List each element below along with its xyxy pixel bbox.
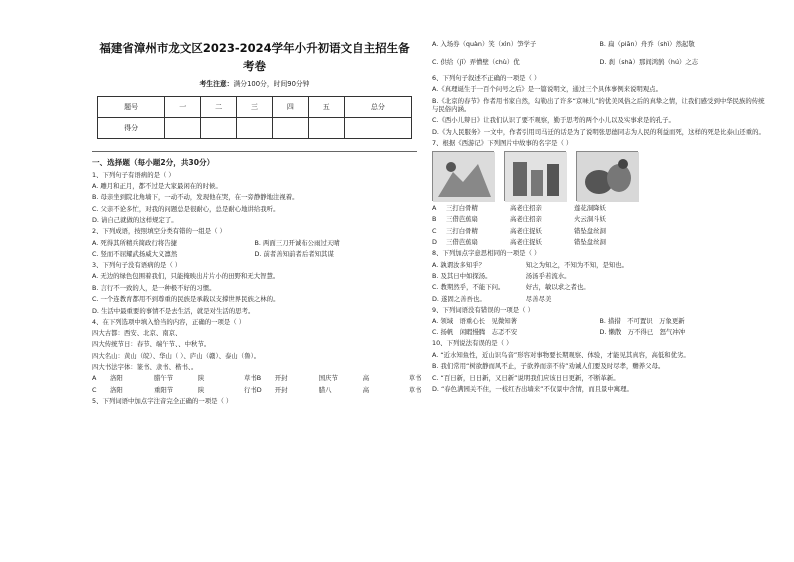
page-title	[92, 40, 417, 76]
option: A.《真理诞生于一百个问号之后》是一篇说明文，通过三个具体事例来说明观点。	[432, 85, 662, 94]
option-cell: 三借芭蕉扇	[446, 238, 478, 247]
option-row	[432, 328, 767, 336]
option-row	[432, 40, 767, 48]
option: 知之为知之，不知为不知，是知也。	[525, 260, 629, 269]
option: C. 扬帆 闲暇慢腾 志忑不安	[432, 328, 518, 337]
illustration-icon	[577, 152, 639, 202]
question-stem: 6、下列句子叙述不正确的一项是（ ）	[432, 74, 541, 82]
option-cell: 洛阳	[110, 374, 123, 383]
score-header-cell: 二	[201, 97, 237, 118]
score-header-cell: 总分	[344, 97, 411, 118]
option-cell: 错坠盘丝洞	[574, 226, 606, 235]
option: D. 遂固之善吾也。	[432, 294, 486, 303]
option-cell: 腊八	[318, 385, 332, 394]
option: A. 孰谓汝多知乎？	[432, 260, 486, 269]
story-image-1	[432, 151, 494, 201]
option-cell: 高	[362, 385, 370, 394]
section-heading: 一、选择题（每小题2分，共30分）	[92, 158, 215, 168]
option-cell: 草书	[244, 374, 257, 383]
option: 四大古都：西安、北京、南京、	[92, 328, 182, 337]
score-row	[98, 118, 412, 139]
option: B. 母亲坐到院北角墙下，一动不动，发现他在哭，在一旁静静地注视着。	[92, 193, 299, 202]
option: C. 父亲不论多忙，对我的问题总是很耐心，总是耐心地讲给我听。	[92, 204, 280, 213]
option: 四大书法字体：篆书、隶书、楷书、。	[92, 363, 198, 372]
option-cell: 火云洞斗妖	[574, 215, 606, 224]
option-cell: 错坠盘丝洞	[574, 238, 606, 247]
score-cell[interactable]	[308, 118, 344, 139]
option-cell: 高老庄捉妖	[510, 238, 542, 247]
option-cell: 高老庄捉妖	[510, 226, 542, 235]
score-row-label: 得分	[98, 118, 165, 139]
option-row	[92, 250, 417, 258]
question-stem: 2、下列成语，按照填空分类有错的一组是（ ）	[92, 227, 226, 236]
option-letter: A	[92, 374, 97, 383]
option-cell: 草书	[408, 385, 422, 394]
score-cell[interactable]	[201, 118, 237, 139]
option: B. 及其日中如探汤。	[432, 271, 492, 280]
story-image-2	[504, 151, 566, 201]
option: A. 入场券（quàn）笑（xìn）笋学子	[432, 40, 537, 48]
option: D. 前者善知前者后者知其谋	[254, 249, 334, 258]
score-cell[interactable]	[344, 118, 411, 139]
question-stem: 4、在下列选项中填入恰当的内容，正确的一项是（ ）	[92, 317, 246, 326]
question-stem: 3、下列句子没有语病的是（ ）	[92, 260, 182, 269]
option: C.《西小儿辩日》让我们认识了要不观察，勤于思考的两个小儿以及实事求是的孔子。	[432, 116, 675, 125]
option: 四大传统节日：春节、端午节、、中秋节。	[92, 340, 211, 349]
question-stem: 10、下列说法有误的是（ ）	[432, 339, 513, 348]
option-cell: 草书	[408, 374, 422, 383]
exam-notice	[92, 80, 417, 88]
option: D.《为人民服务》一文中，作者引用司马迁的话是为了说明张思德同志为人民的利益而死，这样的死是比泰山还重的。	[432, 127, 765, 136]
option-cell: 三打白骨精	[446, 226, 478, 235]
option-row	[432, 238, 767, 246]
option: A. 无边的绿色包围着我们，只能掩映出片片小的田野和无大智慧。	[92, 272, 280, 281]
option-cell: 开封	[274, 374, 288, 383]
question-stem: 9、下列词语没有错误的一项是（ ）	[432, 305, 534, 314]
option-row	[92, 385, 422, 394]
option: A. “近水知鱼性，近山识鸟音”形容对事物要长期观察、体验，才能见其真容，高低和优劣。	[432, 350, 690, 359]
option: B. 言行不一致的人，是一种极不好的习惯。	[92, 283, 216, 292]
question-stem: 8、下列加点字意思相同的一项是（ ）	[432, 249, 541, 258]
score-cell[interactable]	[272, 118, 308, 139]
score-cell[interactable]	[237, 118, 273, 139]
option: A. 死得其所精兵简政行将告捷	[92, 238, 178, 247]
option-cell: 高老庄招亲	[510, 215, 542, 224]
option-cell: 高老庄招亲	[510, 203, 542, 212]
option: 尽善尽美	[525, 294, 552, 303]
option: C. 一个连教育都用不到尊重的民族是承载以支撑世界民族之林的。	[92, 295, 280, 304]
option-row	[432, 283, 767, 291]
score-header-cell: 四	[272, 97, 308, 118]
title-line-2: 考卷	[243, 58, 266, 73]
option-cell: 高	[362, 374, 370, 383]
question-stem: 7、根据《西游记》下列图片中故事的名字是（ ）	[432, 138, 573, 147]
illustration-icon	[505, 152, 567, 202]
option: A. 领域 语重心长 见微知著	[432, 317, 518, 326]
score-header-cell: 题号	[98, 97, 165, 118]
option: B. 措措 不可置识 万象更新	[599, 317, 685, 326]
option-row	[432, 204, 767, 212]
option: 四大名山：黄山（皖）、华山（ ）、庐山（赣）、泰山（鲁）。	[92, 351, 261, 360]
option: A. 雕月和正月，都不过是大家最闲在的时候。	[92, 181, 222, 190]
option: D. 生活中最重要的事情不是去生活，就是对生活的思考。	[92, 306, 255, 315]
option: C. 教期然乎，不能下问。	[432, 283, 505, 292]
option-cell: 三借芭蕉扇	[446, 215, 478, 224]
option-letter: B	[432, 215, 437, 224]
option-row	[432, 58, 767, 66]
option-cell: 三打白骨精	[446, 203, 478, 212]
story-image-3	[576, 151, 638, 201]
question-stem: 1、下列句子有语病的是（ ）	[92, 170, 175, 179]
option: B. 扁（piān）舟乔（shì）然起敬	[599, 40, 695, 48]
option-cell: 陕	[198, 374, 205, 383]
option-letter: C	[92, 385, 97, 394]
story-images	[432, 151, 767, 201]
option-cell: 腊午节	[154, 374, 174, 383]
option-cell: 陕	[198, 385, 205, 394]
option-cell: 莲花洞降妖	[574, 203, 606, 212]
option-letter: C	[432, 226, 437, 235]
option-cell: 行书	[244, 385, 257, 394]
option: 好古，敏以求之者也。	[525, 283, 590, 292]
option-row	[92, 239, 417, 247]
left-column	[92, 40, 422, 405]
option-row	[92, 374, 422, 383]
option-cell: 洛阳	[110, 385, 123, 394]
option: D. 刹（shà）那间鸿鹄（hú）之志	[599, 58, 699, 66]
option-row	[432, 317, 767, 325]
option: D. 请自己就做的这样规定了。	[92, 216, 178, 225]
title-line-1: 福建省漳州市龙文区2023-2024学年小升初语文自主招生备	[99, 41, 410, 55]
option-row	[432, 215, 767, 223]
score-table	[97, 96, 412, 139]
option-letter: A	[432, 203, 437, 212]
score-header-cell: 三	[237, 97, 273, 118]
option-row	[432, 295, 767, 303]
notice-text: 满分100分，时间90分钟	[233, 79, 310, 88]
score-header-row	[98, 97, 412, 118]
option: D. 懒散 万不得已 怒气冲冲	[599, 328, 686, 337]
option-letter: D	[432, 238, 437, 247]
question-stem: 5、下列词语中加点字注音完全正确的一项是（ ）	[92, 396, 233, 405]
option: C. 供给（jǐ）弄懵壁（chù）优	[432, 58, 520, 66]
option: B. 我们常用“树欲静而风不止，子欲养而亲不待”劝诫人们要及时尽孝，赡养父母。	[432, 362, 665, 371]
score-header-cell: 一	[165, 97, 201, 118]
right-column	[432, 40, 767, 393]
option-cell: 国庆节	[318, 374, 338, 383]
option-letter: D	[256, 385, 262, 394]
option: B.《北京的春节》作者用书家自然，勾勒出了许多“京味儿”的优美风俗之后的真挚之情，让我们感受到中华民族的传统与民俗内涵。	[432, 96, 765, 113]
option-row	[432, 227, 767, 235]
divider	[92, 151, 417, 152]
option-cell: 开封	[274, 385, 288, 394]
option-row	[432, 261, 767, 269]
option-letter: B	[256, 374, 262, 383]
score-header-cell: 五	[308, 97, 344, 118]
option: C. “百日新，日日新，又日新”说明我们应该日日更新，不断革新。	[432, 373, 620, 382]
notice-label: 考生注意：	[199, 79, 234, 88]
option: 汤汤乎若流水。	[525, 271, 571, 280]
option-row	[432, 272, 767, 280]
option: B. 两面三刀开诚布公雨过天晴	[254, 238, 340, 247]
option-cell: 重阳节	[154, 385, 174, 394]
illustration-icon	[433, 152, 495, 202]
option: C. 竖而不屈耀武扬威大义凛然	[92, 249, 178, 258]
option: D. “春色满园关不住，一枝红杏出墙来”不仅景中含情，而且景中寓理。	[432, 385, 633, 394]
score-cell[interactable]	[165, 118, 201, 139]
